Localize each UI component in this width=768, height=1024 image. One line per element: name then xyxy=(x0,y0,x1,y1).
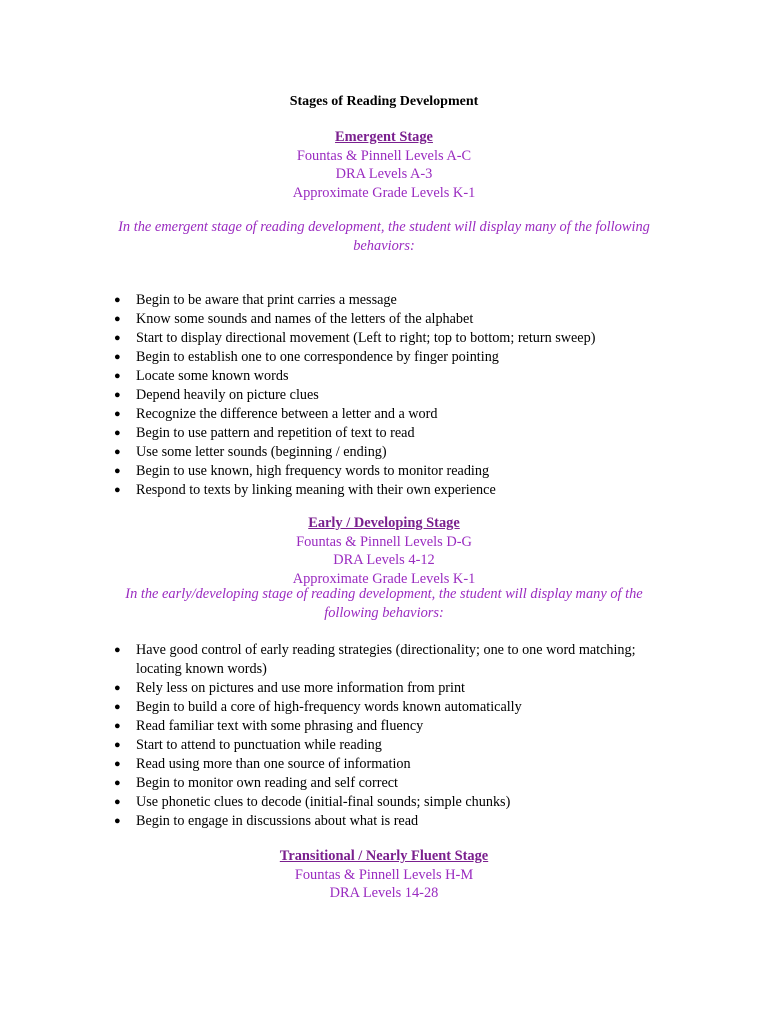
behavior-list-item xyxy=(0,641,666,679)
bullet-icon: ● xyxy=(114,427,121,439)
stage-level-line: Approximate Grade Levels K-1 xyxy=(292,184,476,201)
stage-title-transitional: Transitional / Nearly Fluent Stage xyxy=(279,848,489,864)
behavior-list-item xyxy=(0,424,666,443)
behavior-list-item xyxy=(0,462,666,481)
bullet-icon: ● xyxy=(114,739,121,751)
behavior-list-item xyxy=(0,755,666,774)
emergent-behaviors-list xyxy=(0,291,666,500)
bullet-icon: ● xyxy=(114,720,121,732)
behavior-list-item xyxy=(0,443,666,462)
behavior-text: Rely less on pictures and use more information from print xyxy=(136,680,466,696)
early-intro: In the early/developing stage of reading development, the student will display many of the following behaviors: xyxy=(125,586,643,621)
behavior-list-item xyxy=(0,310,666,329)
behavior-list-item xyxy=(0,793,666,812)
behavior-text: Use some letter sounds (beginning / ending) xyxy=(136,444,387,460)
emergent-intro: In the emergent stage of reading development, the student will display many of the following behaviors: xyxy=(118,219,650,254)
stage-level-line: DRA Levels A-3 xyxy=(335,166,433,182)
behavior-list-item xyxy=(0,774,666,793)
bullet-icon: ● xyxy=(114,758,121,770)
behavior-list-item xyxy=(0,717,666,736)
behavior-text: Begin to be aware that print carries a message xyxy=(136,292,397,308)
emergent-stage-header xyxy=(0,128,768,202)
behavior-list-item xyxy=(0,679,666,698)
behavior-list-item xyxy=(0,698,666,717)
bullet-icon: ● xyxy=(114,446,121,458)
stage-level-line: Fountas & Pinnell Levels A-C xyxy=(296,147,472,164)
bullet-icon: ● xyxy=(114,351,121,363)
bullet-icon: ● xyxy=(114,644,121,656)
bullet-icon: ● xyxy=(114,332,121,344)
behavior-list-item xyxy=(0,386,666,405)
bullet-icon: ● xyxy=(114,408,121,420)
bullet-icon: ● xyxy=(114,815,121,827)
stage-level-line: Approximate Grade Levels K-1 xyxy=(292,570,476,587)
behavior-text: Begin to engage in discussions about what is read xyxy=(136,813,419,829)
behavior-list-item xyxy=(0,405,666,424)
bullet-icon: ● xyxy=(114,777,121,789)
bullet-icon: ● xyxy=(114,370,121,382)
behavior-list-item xyxy=(0,348,666,367)
stage-title-early: Early / Developing Stage xyxy=(308,515,460,531)
transitional-stage-header xyxy=(0,847,768,903)
bullet-icon: ● xyxy=(114,682,121,694)
behavior-text: Use phonetic clues to decode (initial-final sounds; simple chunks) xyxy=(136,794,511,810)
behavior-text: Begin to use known, high frequency words to monitor reading xyxy=(136,463,490,479)
bullet-icon: ● xyxy=(114,484,121,496)
behavior-text: Begin to build a core of high-frequency words known automatically xyxy=(136,699,522,715)
behavior-list-item xyxy=(0,291,666,310)
early-stage-header xyxy=(0,514,768,588)
bullet-icon: ● xyxy=(114,389,121,401)
stage-level-line: DRA Levels 14-28 xyxy=(329,885,439,901)
behavior-text: Read familiar text with some phrasing and fluency xyxy=(136,718,424,734)
bullet-icon: ● xyxy=(114,796,121,808)
behavior-text: Know some sounds and names of the letters of the alphabet xyxy=(136,311,474,327)
stage-level-line: DRA Levels 4-12 xyxy=(333,552,435,568)
behavior-list-item xyxy=(0,481,666,500)
page-title: Stages of Reading Development xyxy=(289,94,479,109)
behavior-list-item xyxy=(0,736,666,755)
behavior-text: Have good control of early reading strategies (directionality; one to one word matching; locating known words) xyxy=(136,642,636,677)
behavior-text: Start to attend to punctuation while reading xyxy=(136,737,382,753)
behavior-text: Begin to use pattern and repetition of text to read xyxy=(136,425,415,441)
bullet-icon: ● xyxy=(114,465,121,477)
behavior-text: Recognize the difference between a letter and a word xyxy=(136,406,438,422)
stage-title-emergent: Emergent Stage xyxy=(335,129,433,145)
behavior-list-item xyxy=(0,329,666,348)
behavior-text: Depend heavily on picture clues xyxy=(136,387,319,403)
behavior-text: Read using more than one source of information xyxy=(136,756,411,772)
bullet-icon: ● xyxy=(114,701,121,713)
early-behaviors-list xyxy=(0,641,666,831)
behavior-text: Begin to monitor own reading and self correct xyxy=(136,775,398,791)
stage-level-line: Fountas & Pinnell Levels D-G xyxy=(296,533,472,550)
behavior-text: Respond to texts by linking meaning with their own experience xyxy=(136,482,496,498)
behavior-list-item xyxy=(0,812,666,831)
behavior-text: Start to display directional movement (Left to right; top to bottom; return sweep) xyxy=(136,330,596,346)
behavior-text: Locate some known words xyxy=(136,368,289,384)
behavior-list-item xyxy=(0,367,666,386)
bullet-icon: ● xyxy=(114,313,121,325)
stage-level-line: Fountas & Pinnell Levels H-M xyxy=(294,866,474,883)
behavior-text: Begin to establish one to one correspondence by finger pointing xyxy=(136,349,499,365)
bullet-icon: ● xyxy=(114,294,121,306)
